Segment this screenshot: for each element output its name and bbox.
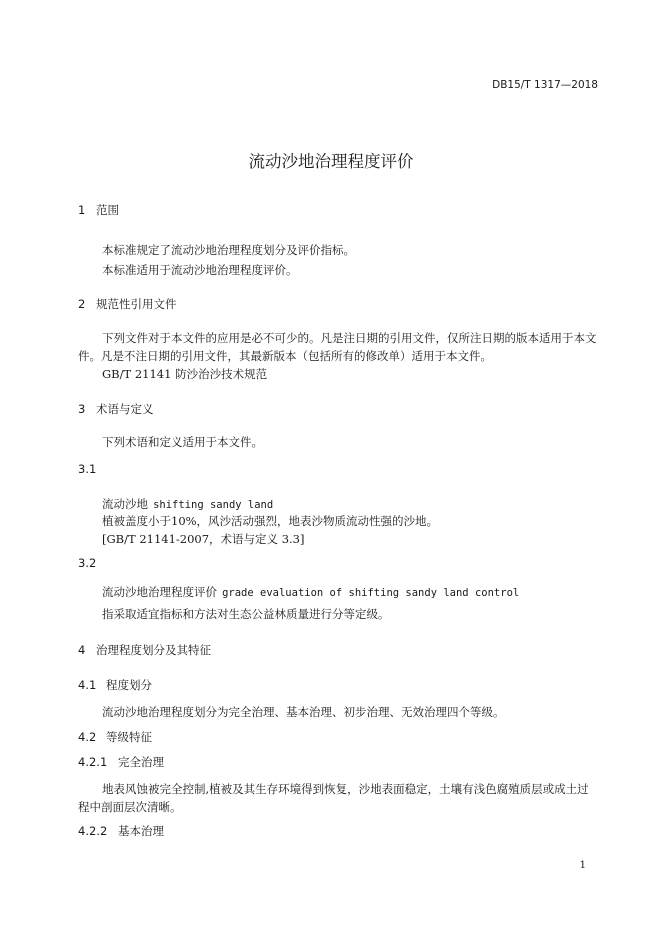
section-4-heading: [78, 642, 211, 658]
section-title: 治理程度划分及其特征: [96, 643, 211, 657]
section-number: 4.2: [78, 730, 97, 744]
section-number: 1: [78, 203, 86, 217]
term-chinese: 流动沙地: [102, 497, 148, 511]
section-title: 范围: [96, 203, 119, 217]
section-4-1-heading: [78, 677, 152, 693]
section-3-intro: 下列术语和定义适用于本文件。: [102, 435, 263, 449]
term-3-1-title: [102, 493, 273, 512]
section-number: 3: [78, 402, 86, 416]
section-2-heading: [78, 296, 177, 312]
section-4-2-2-heading: [78, 823, 164, 839]
term-3-1-definition: 植被盖度小于10%，风沙活动强烈，地表沙物质流动性强的沙地。: [102, 514, 439, 528]
section-4-2-1-paragraph-line-2: 程中剖面层次清晰。: [78, 800, 182, 814]
section-title: 等级特征: [106, 730, 152, 744]
section-number: 4.2.2: [78, 824, 108, 838]
section-4-2-heading: [78, 729, 152, 745]
section-2-reference: GB/T 21141 防沙治沙技术规范: [102, 367, 268, 381]
term-3-1-source: [GB/T 21141-2007，术语与定义 3.3]: [102, 532, 305, 546]
section-4-2-1-paragraph-line-1: 地表风蚀被完全控制,植被及其生存环境得到恢复，沙地表面稳定，土壤有浅色腐殖质层或成土过: [102, 782, 589, 796]
section-4-1-paragraph: 流动沙地治理程度划分为完全治理、基本治理、初步治理、无效治理四个等级。: [102, 705, 505, 719]
section-3-heading: [78, 401, 154, 417]
term-english: shifting sandy land: [153, 499, 274, 511]
term-chinese: 流动沙地治理程度评价: [102, 585, 217, 599]
section-number: 2: [78, 297, 86, 311]
section-number: 4.2.1: [78, 755, 108, 769]
term-english: grade evaluation of shifting sandy land control: [222, 587, 520, 599]
section-title: 术语与定义: [96, 402, 154, 416]
section-title: 规范性引用文件: [96, 297, 177, 311]
section-number: 4: [78, 643, 86, 657]
section-2-paragraph-line-2: 件。凡是不注日期的引用文件，其最新版本（包括所有的修改单）适用于本文件。: [78, 349, 492, 363]
section-1-paragraph-2: 本标准适用于流动沙地治理程度评价。: [102, 263, 298, 277]
term-3-2-title: [102, 581, 519, 600]
section-4-2-1-heading: [78, 754, 164, 770]
section-title: 基本治理: [118, 824, 164, 838]
term-3-2-definition: 指采取适宜指标和方法对生态公益林质量进行分等定级。: [102, 607, 390, 621]
section-title: 完全治理: [118, 755, 164, 769]
section-title: 程度划分: [106, 678, 152, 692]
section-2-paragraph-line-1: 下列文件对于本文件的应用是必不可少的。凡是注日期的引用文件，仅所注日期的版本适用于本文: [102, 331, 597, 345]
page-number: 1: [579, 860, 586, 871]
section-number: 4.1: [78, 678, 97, 692]
document-number: DB15/T 1317—2018: [492, 79, 598, 91]
term-3-1-number: 3.1: [78, 462, 97, 476]
page-title: 流动沙地治理程度评价: [248, 152, 414, 171]
term-3-2-number: 3.2: [78, 556, 97, 570]
section-1-heading: [78, 202, 119, 218]
section-1-paragraph-1: 本标准规定了流动沙地治理程度划分及评价指标。: [102, 243, 355, 257]
